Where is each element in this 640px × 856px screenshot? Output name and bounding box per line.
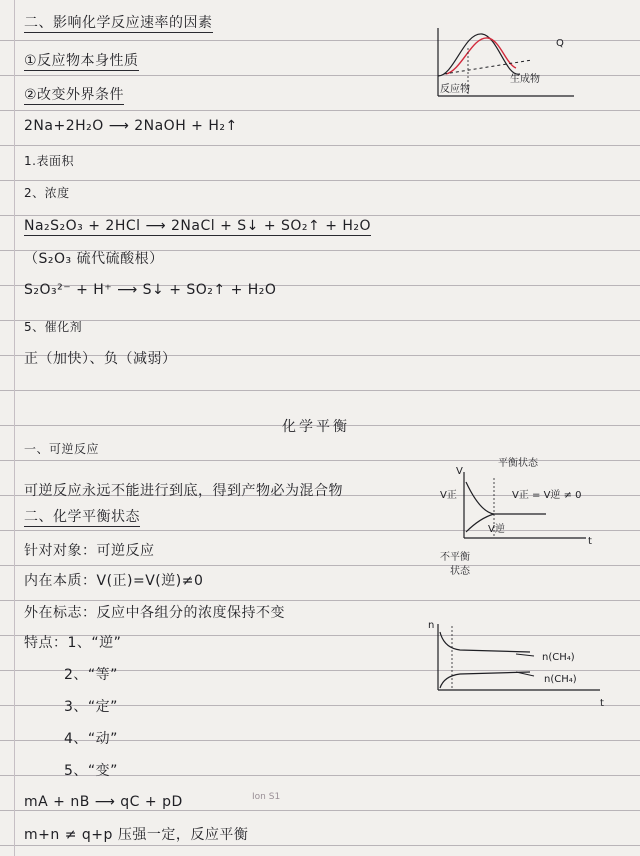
heading-reversible: 一、可逆反应 <box>24 442 100 456</box>
note-line: 2、浓度 <box>24 186 70 200</box>
v-reverse-label: V逆 <box>488 524 505 535</box>
note-line: 特点：1、“逆” <box>24 635 122 651</box>
note-line: 内在本质：V(正)=V(逆)≠0 <box>24 573 204 589</box>
energy-profile-sketch <box>424 24 584 102</box>
note-line: ①反应物本身性质 <box>24 53 139 69</box>
equilibrium-label: 平衡状态 <box>498 458 538 469</box>
moles-time-graph <box>420 616 610 712</box>
q-label: Q <box>556 38 564 49</box>
equation-line: S₂O₃²⁻ + H⁺ ⟶ S↓ + SO₂↑ + H₂O <box>24 282 277 298</box>
equation-line: Na₂S₂O₃ + 2HCl ⟶ 2NaCl + S↓ + SO₂↑ + H₂O <box>24 218 372 234</box>
nonequilibrium-label-2: 状态 <box>450 566 470 577</box>
note-line: 正（加快）、负（减弱） <box>24 351 177 367</box>
margin-line <box>14 0 15 856</box>
equation-line: mA + nB ⟶ qC + pD <box>24 794 183 810</box>
t-axis-label: t <box>588 536 592 547</box>
note-line: 5、“变” <box>64 763 118 779</box>
rate-time-graph <box>436 452 606 582</box>
rate-equation-label: V正 = V逆 ≠ 0 <box>512 490 582 501</box>
note-line: 4、“动” <box>64 731 118 747</box>
section-title: 化学平衡 <box>282 419 350 435</box>
curve2-label: n(CH₄) <box>544 674 577 685</box>
heading-equilibrium: 二、化学平衡状态 <box>24 509 140 525</box>
nonequilibrium-label: 不平衡 <box>440 552 470 563</box>
note-line: 针对对象：可逆反应 <box>24 543 155 559</box>
product-label: 生成物 <box>510 74 540 85</box>
note-line: （S₂O₃ 硫代硫酸根） <box>24 251 164 267</box>
curve1-label: n(CH₄) <box>542 652 575 663</box>
note-line: ②改变外界条件 <box>24 87 125 103</box>
v-axis-label: V <box>456 466 463 477</box>
note-line: 可逆反应永远不能进行到底，得到产物必为混合物 <box>24 483 343 499</box>
t-axis-label: t <box>600 698 604 709</box>
equation-line: 2Na+2H₂O ⟶ 2NaOH + H₂↑ <box>24 118 238 134</box>
note-line: 1.表面积 <box>24 154 74 168</box>
note-line: 2、“等” <box>64 667 118 683</box>
n-axis-label: n <box>428 620 435 631</box>
note-line: 5、催化剂 <box>24 320 83 334</box>
pencil-note: Ion S1 <box>252 792 281 802</box>
note-line: 3、“定” <box>64 699 118 715</box>
reactant-label: 反应物 <box>440 84 470 95</box>
v-forward-label: V正 <box>440 490 457 501</box>
note-line: m+n ≠ q+p 压强一定，反应平衡 <box>24 827 249 843</box>
note-line: 外在标志：反应中各组分的浓度保持不变 <box>24 605 285 621</box>
heading-factors: 二、影响化学反应速率的因素 <box>24 15 213 31</box>
